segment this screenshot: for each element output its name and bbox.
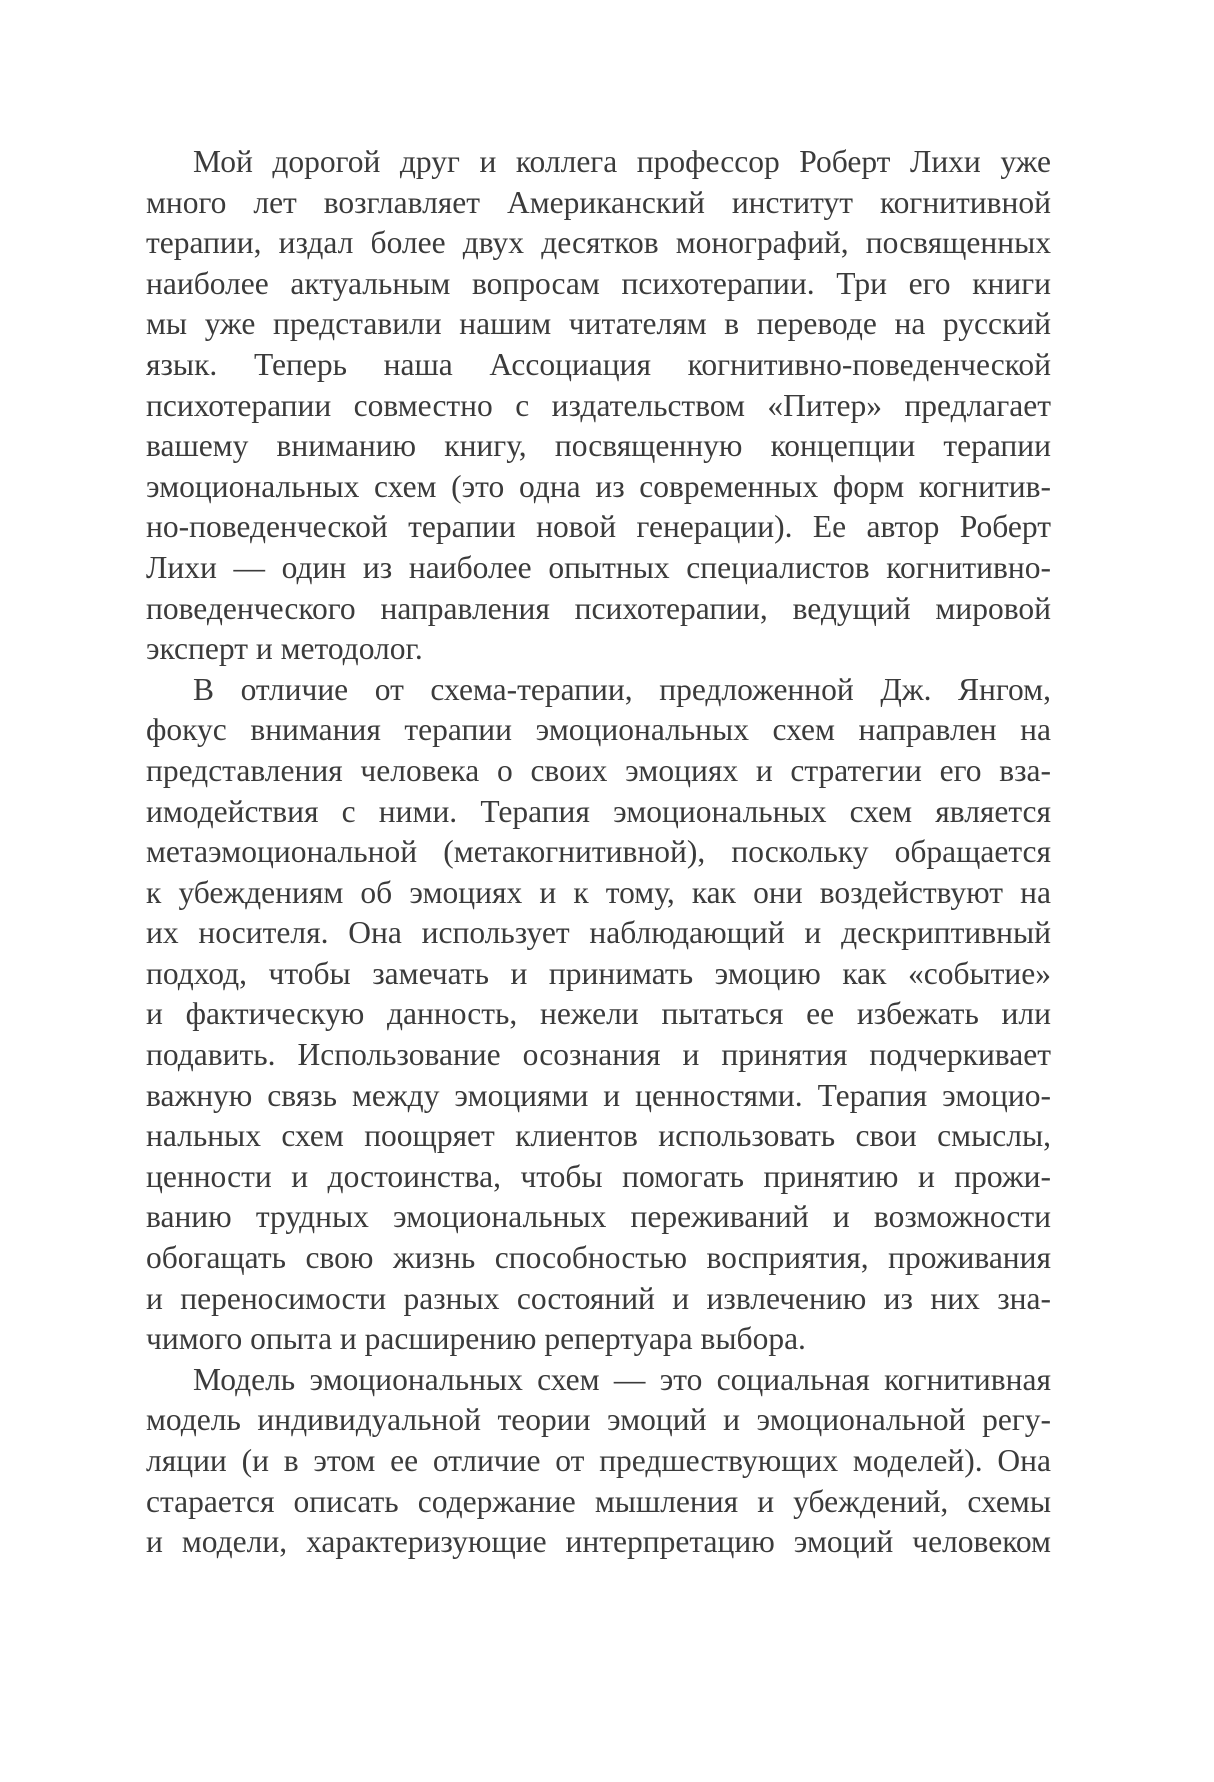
text-line: важную связь между эмоциями и ценностями. Терапия эмоцио- [146,1077,1051,1113]
paragraph-3 [146,1360,1051,1563]
text-line: метаэмоциональной (метакогнитивной), поскольку обращается [146,834,1051,870]
text-line: Мой дорогой друг и коллега профессор Роберт Лихи уже [193,144,1051,179]
text-line: ванию трудных эмоциональных переживаний и возможности [146,1199,1051,1235]
text-line: язык. Теперь наша Ассоциация когнитивно-поведенческой [146,346,1051,382]
text-line: их носителя. Она использует наблюдающий и дескриптивный [146,915,1051,951]
text-line: и переносимости разных состояний и извлечению из них зна- [146,1280,1051,1316]
text-line: ляции (и в этом ее отличие от предшествующих моделей). Она [146,1443,1051,1478]
text-line: вашему вниманию книгу, посвященную концепции терапии [146,428,1051,464]
text-line: подавить. Использование осознания и принятия подчеркивает [146,1037,1051,1073]
text-line: и модели, характеризующие интерпретацию эмоций человеком [146,1524,1051,1560]
paragraph-1 [146,142,1051,670]
paragraph-2 [146,670,1051,1360]
text-line: старается описать содержание мышления и убеждений, схемы [146,1483,1051,1519]
text-line: но-поведенческой терапии новой генерации). Ее автор Роберт [146,509,1051,545]
text-line: терапии, издал более двух десятков монографий, посвященных [146,225,1051,261]
body-text [146,142,1051,1563]
text-line: представления человека о своих эмоциях и стратегии его вза- [146,752,1051,788]
text-line: эмоциональных схем (это одна из современных форм когнитив- [146,468,1051,504]
text-line: мы уже представили нашим читателям в переводе на русский [146,306,1051,342]
text-line: чимого опыта и расширению репертуара выбора. [146,1321,806,1357]
text-line: и фактическую данность, нежели пытаться ее избежать или [146,996,1051,1032]
text-line: модель индивидуальной теории эмоций и эмоциональной регу- [146,1402,1051,1438]
text-line: нальных схем поощряет клиентов использовать свои смыслы, [146,1118,1051,1154]
text-line: фокус внимания терапии эмоциональных схем направлен на [146,712,1051,748]
text-line: обогащать свою жизнь способностью восприятия, проживания [146,1240,1051,1276]
text-line: ценности и достоинства, чтобы помогать принятию и прожи- [146,1158,1051,1194]
text-line: Модель эмоциональных схем — это социальная когнитивная [193,1361,1051,1397]
text-line: В отличие от схема-терапии, предложенной Дж. Янгом, [193,671,1051,707]
text-line: поведенческого направления психотерапии, ведущий мировой [146,590,1051,626]
text-line: подход, чтобы замечать и принимать эмоцию как «событие» [146,955,1051,991]
text-line: Лихи — один из наиболее опытных специалистов когнитивно- [146,549,1051,585]
text-line: к убеждениям об эмоциях и к тому, как они воздействуют на [146,874,1051,910]
text-line: эксперт и методолог. [146,631,423,667]
text-line: наиболее актуальным вопросам психотерапии. Три его книги [146,265,1051,301]
text-line: психотерапии совместно с издательством «Питер» предлагает [146,387,1051,423]
text-line: много лет возглавляет Американский институт когнитивной [146,184,1051,220]
text-line: имодействия с ними. Терапия эмоциональных схем является [146,793,1051,829]
